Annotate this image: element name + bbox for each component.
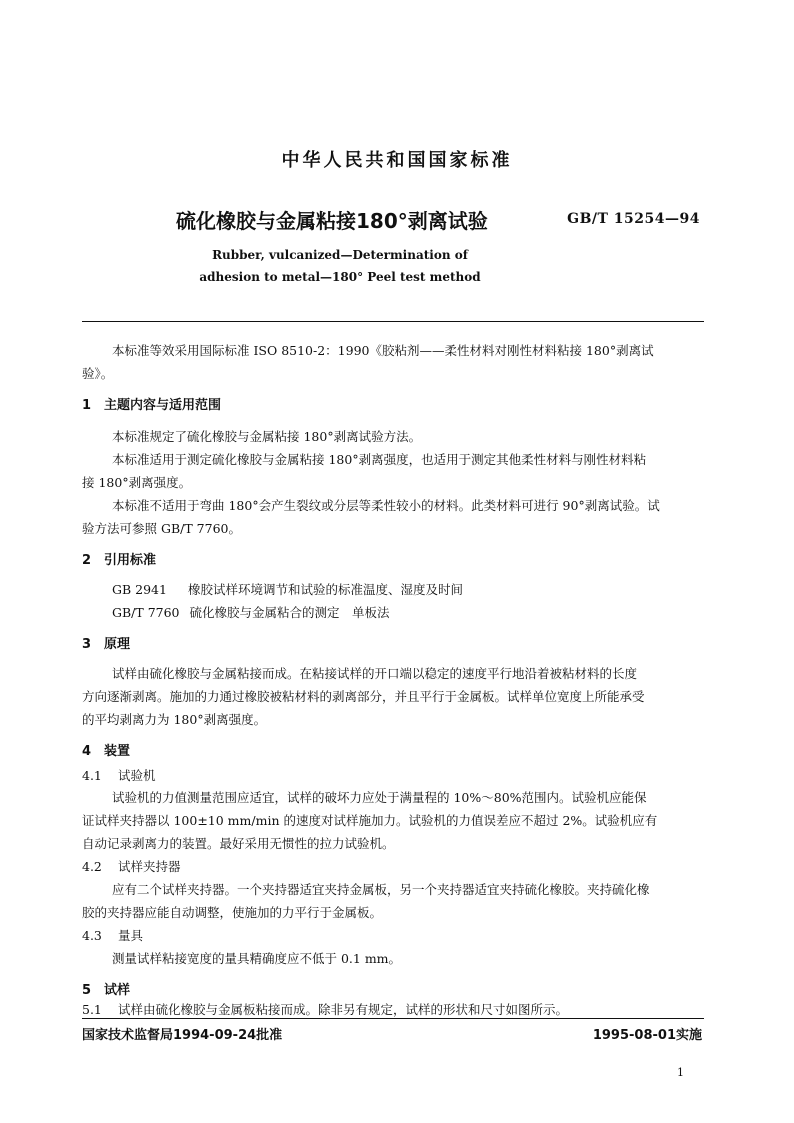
section-5-heading bbox=[82, 979, 130, 998]
approval-date: 国家技术监督局1994-09-24批准 bbox=[82, 1028, 283, 1043]
section-3-line-3: 的平均剥离力为 180°剥离强度。 bbox=[82, 712, 267, 727]
subsection-5-1-text: 试样由硫化橡胶与金属板粘接而成。除非另有规定，试样的形状和尺寸如图所示。 bbox=[118, 1002, 569, 1017]
reference-title: 橡胶试样环境调节和试验的标准温度、湿度及时间 bbox=[188, 582, 464, 597]
subsection-4-2-line-2: 胶的夹持器应能自动调整，使施加的力平行于金属板。 bbox=[82, 905, 383, 920]
subsection-4-2-title: 试样夹持器 bbox=[118, 859, 181, 874]
document-title-en-line2: adhesion to metal—180° Peel test method bbox=[199, 270, 481, 284]
section-1-paragraph-1: 本标准规定了硫化橡胶与金属粘接 180°剥离试验方法。 bbox=[112, 429, 422, 444]
section-3-heading bbox=[82, 633, 130, 652]
section-5-title: 试样 bbox=[104, 983, 131, 998]
header-divider bbox=[82, 321, 704, 322]
section-1-paragraph-3-line-2: 验方法可参照 GB/T 7760。 bbox=[82, 521, 241, 536]
section-3-line-1: 试样由硫化橡胶与金属粘接而成。在粘接试样的开口端以稳定的速度平行地沿着被粘材料的长度 bbox=[112, 666, 638, 681]
section-3-title: 原理 bbox=[104, 637, 131, 652]
effective-date: 1995-08-01实施 bbox=[592, 1028, 702, 1043]
intro-line-2: 验》。 bbox=[82, 366, 114, 381]
section-1-number: 1 bbox=[82, 398, 92, 413]
section-2-title: 引用标准 bbox=[104, 553, 157, 568]
standard-code: GB/T 15254—94 bbox=[567, 211, 700, 227]
subsection-4-3-number: 4.3 bbox=[82, 928, 102, 943]
subsection-4-1-line-1: 试验机的力值测量范围应适宜，试样的破坏力应处于满量程的 10%～80%范围内。试验机应能保 bbox=[112, 790, 647, 805]
subsection-4-3-heading bbox=[82, 926, 143, 944]
footer-divider bbox=[82, 1018, 704, 1019]
subsection-4-1-title: 试验机 bbox=[118, 768, 156, 783]
section-4-title: 装置 bbox=[104, 744, 131, 759]
section-2-number: 2 bbox=[82, 553, 92, 568]
reference-item bbox=[112, 603, 390, 621]
subsection-4-2-number: 4.2 bbox=[82, 859, 102, 874]
subsection-4-2-heading bbox=[82, 857, 181, 875]
section-1-heading bbox=[82, 394, 221, 413]
reference-title: 硫化橡胶与金属粘合的测定 单板法 bbox=[189, 605, 390, 620]
reference-code: GB 2941 bbox=[112, 582, 167, 597]
subsection-4-1-line-2: 证试样夹持器以 100±10 mm/min 的速度对试样施加力。试验机的力值误差应不超过 2%。试验机应有 bbox=[82, 813, 658, 828]
section-1-title: 主题内容与适用范围 bbox=[104, 398, 222, 413]
intro-line-1: 本标准等效采用国际标准 ISO 8510-2：1990《胶粘剂——柔性材料对刚性材料粘接 180°剥离试 bbox=[112, 343, 654, 358]
document-title-cn: 硫化橡胶与金属粘接180°剥离试验 bbox=[176, 209, 488, 233]
section-2-heading bbox=[82, 549, 156, 568]
section-4-number: 4 bbox=[82, 744, 92, 759]
subsection-4-3-line-1: 测量试样粘接宽度的量具精确度应不低于 0.1 mm。 bbox=[112, 951, 402, 966]
subsection-5-1-number: 5.1 bbox=[82, 1002, 102, 1017]
section-5-number: 5 bbox=[82, 983, 92, 998]
national-standard-heading: 中华人民共和国国家标准 bbox=[281, 150, 513, 171]
section-4-heading bbox=[82, 740, 130, 759]
page-number: 1 bbox=[677, 1066, 684, 1079]
section-3-line-2: 方向逐渐剥离。施加的力通过橡胶被粘材料的剥离部分，并且平行于金属板。试样单位宽度上所能承受 bbox=[82, 689, 645, 704]
section-3-number: 3 bbox=[82, 637, 92, 652]
section-1-paragraph-3-line-1: 本标准不适用于弯曲 180°会产生裂纹或分层等柔性较小的材料。此类材料可进行 90°剥离试验。试 bbox=[112, 498, 660, 513]
section-1-paragraph-2-line-1: 本标准适用于测定硫化橡胶与金属粘接 180°剥离强度，也适用于测定其他柔性材料与刚性材料粘 bbox=[112, 452, 647, 467]
subsection-4-2-line-1: 应有二个试样夹持器。一个夹持器适宜夹持金属板，另一个夹持器适宜夹持硫化橡胶。夹持硫化橡 bbox=[112, 882, 650, 897]
document-title-en-line1: Rubber, vulcanized—Determination of bbox=[212, 248, 468, 262]
subsection-4-1-number: 4.1 bbox=[82, 768, 102, 783]
reference-item bbox=[112, 580, 463, 598]
section-1-paragraph-2-line-2: 接 180°剥离强度。 bbox=[82, 475, 192, 490]
reference-code: GB/T 7760 bbox=[112, 605, 180, 620]
subsection-5-1 bbox=[82, 1000, 568, 1018]
subsection-4-1-heading bbox=[82, 766, 156, 784]
subsection-4-3-title: 量具 bbox=[118, 928, 144, 943]
subsection-4-1-line-3: 自动记录剥离力的装置。最好采用无惯性的拉力试验机。 bbox=[82, 836, 395, 851]
